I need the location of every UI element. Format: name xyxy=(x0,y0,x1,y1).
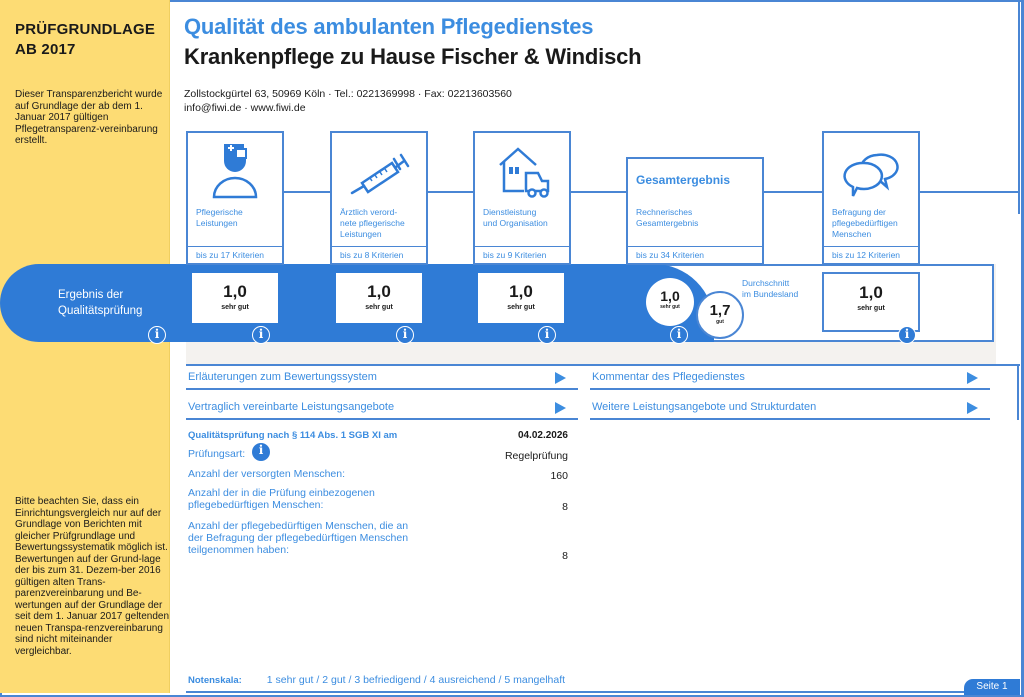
link-frame-right xyxy=(1017,364,1019,420)
criteria-count: bis zu 34 Kriterien xyxy=(628,246,762,263)
bottom-border xyxy=(186,691,1020,693)
score-grade: sehr gut xyxy=(221,304,249,311)
score-value: 1,0 xyxy=(859,283,883,302)
category-card-befragung[interactable] xyxy=(822,131,920,265)
criteria-count: bis zu 17 Kriterien xyxy=(188,246,282,263)
fact-label: Qualitätsprüfung nach § 114 Abs. 1 SGB XI am xyxy=(188,430,398,441)
average-label xyxy=(742,278,798,300)
sidebar-intro: Dieser Transparenzbericht wurde auf Grundlage der ab dem 1. Januar 2017 gültigen Pflegetransparenz-vereinbarung erstellt. xyxy=(15,89,163,146)
link-vertraglich[interactable] xyxy=(186,394,578,420)
category-card-dienstleistung[interactable] xyxy=(473,131,571,265)
score-grade: sehr gut xyxy=(365,304,393,311)
house-vehicle-icon xyxy=(475,141,569,197)
score-value: 1,0 xyxy=(660,288,680,304)
average-label-line: im Bundesland xyxy=(742,289,799,299)
score-befragung xyxy=(822,272,920,332)
fact-label-line: Anzahl der in die Prüfung einbezogenen xyxy=(188,487,375,499)
category-card-aerztlich[interactable] xyxy=(330,131,428,265)
fact-label xyxy=(188,487,375,511)
page-title: Qualität des ambulanten Pflegedienstes xyxy=(184,14,594,39)
average-value: 1,7 xyxy=(709,302,731,319)
category-label-line: nete pflegerische xyxy=(340,218,405,228)
syringe-icon xyxy=(332,141,426,197)
category-label xyxy=(832,207,898,240)
link-label: Kommentar des Pflegedienstes xyxy=(592,371,745,383)
link-label: Vertraglich vereinbarte Leistungsangebote xyxy=(188,401,395,413)
category-label-line: Pflegerische xyxy=(196,207,243,217)
link-erlaeuterungen[interactable] xyxy=(186,364,578,390)
category-label-line: Ärztlich verord- xyxy=(340,207,398,217)
average-score xyxy=(696,291,744,339)
fact-value: 160 xyxy=(550,470,568,482)
score-grade: sehr gut xyxy=(507,304,535,311)
score-value: 1,0 xyxy=(223,282,247,301)
provider-address xyxy=(184,87,512,115)
total-title: Gesamtergebnis xyxy=(636,173,731,187)
grade-scale-label: Notenskala: xyxy=(188,675,242,686)
fact-label xyxy=(188,520,408,556)
play-arrow-icon xyxy=(967,402,978,414)
score-value: 1,0 xyxy=(509,282,533,301)
sidebar-note: Bitte beachten Sie, dass ein Einrichtungsvergleich nur auf der Grundlage von Berichten mit gleicher Prüfgrundlage und Bewertungssystematik möglich ist. Bewertungen auf der Grund-lage der bis zum 31. Dezem-ber 2016 gültigen alten Trans-parenzvereinbarung und Be-wertungen auf der Grundlage der seit dem 1. Januar 2017 geltenden neuen Transpa-renzvereinbarung sind nicht miteinander vergleichbar. xyxy=(15,496,169,657)
criteria-count: bis zu 9 Kriterien xyxy=(475,246,569,263)
average-grade: gut xyxy=(716,319,724,325)
category-label-line: pflegebedürftigen xyxy=(832,218,898,228)
score-grade: sehr gut xyxy=(660,304,680,310)
sidebar-title-line1: PRÜFGRUNDLAGE xyxy=(15,21,156,38)
band-label-line2: Qualitätsprüfung xyxy=(58,305,143,317)
category-card-gesamtergebnis[interactable] xyxy=(626,157,764,265)
info-icon[interactable]: i xyxy=(670,326,688,344)
sidebar-title xyxy=(15,20,155,60)
provider-name: Krankenpflege zu Hause Fischer & Windisch xyxy=(184,44,642,69)
contact-line: info@fiwi.de · www.fiwi.de xyxy=(184,102,306,114)
fact-value: Regelprüfung xyxy=(504,450,568,462)
play-arrow-icon xyxy=(555,372,566,384)
band-label xyxy=(58,287,142,319)
info-icon[interactable]: i xyxy=(252,443,270,461)
link-kommentar[interactable] xyxy=(590,364,990,390)
band-label-line1: Ergebnis der xyxy=(58,289,124,301)
fact-label-line: der Befragung der pflegebedürftigen Menschen xyxy=(188,532,409,544)
category-label-line: Leistungen xyxy=(340,229,382,239)
divider xyxy=(590,364,1020,366)
address-line: Zollstockgürtel 63, 50969 Köln · Tel.: 0221369998 · Fax: 02213603560 xyxy=(184,88,512,100)
category-label-line: Befragung der xyxy=(832,207,886,217)
score-gesamt xyxy=(646,278,694,326)
play-arrow-icon xyxy=(555,402,566,414)
category-label-line: Menschen xyxy=(832,229,872,239)
link-label: Erläuterungen zum Bewertungssystem xyxy=(188,371,377,383)
category-label-line: Dienstleistung xyxy=(483,207,537,217)
category-label-line: Rechnerisches xyxy=(636,207,693,217)
score-dienstleistung xyxy=(478,273,564,323)
category-label-line: und Organisation xyxy=(483,218,548,228)
sidebar-title-line2: AB 2017 xyxy=(15,41,76,58)
link-weitere[interactable] xyxy=(590,394,990,420)
score-aerztlich xyxy=(336,273,422,323)
fact-value: 8 xyxy=(562,550,568,562)
info-icon[interactable]: i xyxy=(148,326,166,344)
score-value: 1,0 xyxy=(367,282,391,301)
category-card-pflegerische[interactable] xyxy=(186,131,284,265)
category-label xyxy=(483,207,548,229)
info-icon[interactable]: i xyxy=(538,326,556,344)
category-label-line: Gesamtergebnis xyxy=(636,218,699,228)
grade-scale-value: 1 sehr gut / 2 gut / 3 befriedigend / 4 ausreichend / 5 mangelhaft xyxy=(266,674,566,686)
nurse-icon xyxy=(188,141,282,197)
criteria-count: bis zu 12 Kriterien xyxy=(824,246,918,263)
page-number: Seite 1 xyxy=(964,679,1020,695)
category-label-line: Leistungen xyxy=(196,218,238,228)
fact-label-line: Anzahl der pflegebedürftigen Menschen, die an xyxy=(188,520,409,532)
category-label xyxy=(340,207,405,240)
info-icon[interactable]: i xyxy=(252,326,270,344)
score-pflegerische xyxy=(192,273,278,323)
category-label xyxy=(196,207,243,229)
fact-label: Anzahl der versorgten Menschen: xyxy=(188,468,346,480)
link-label: Weitere Leistungsangebote und Strukturdaten xyxy=(592,401,817,413)
speech-bubbles-icon xyxy=(824,141,918,197)
fact-label: Prüfungsart: xyxy=(188,448,246,460)
frame-right-border xyxy=(1018,0,1020,214)
score-grade: sehr gut xyxy=(857,305,885,312)
fact-label-line: teilgenommen haben: xyxy=(188,544,289,556)
criteria-count: bis zu 8 Kriterien xyxy=(332,246,426,263)
grade-scale xyxy=(188,674,565,686)
average-label-line: Durchschnitt xyxy=(742,278,790,288)
play-arrow-icon xyxy=(967,372,978,384)
fact-value: 04.02.2026 xyxy=(517,430,568,441)
sidebar xyxy=(0,0,170,693)
spacer xyxy=(578,364,590,366)
info-icon[interactable]: i xyxy=(898,326,916,344)
info-icon[interactable]: i xyxy=(396,326,414,344)
fact-label-line: pflegebedürftigen Menschen: xyxy=(188,499,324,511)
fact-value: 8 xyxy=(562,501,568,513)
category-label xyxy=(636,207,698,229)
